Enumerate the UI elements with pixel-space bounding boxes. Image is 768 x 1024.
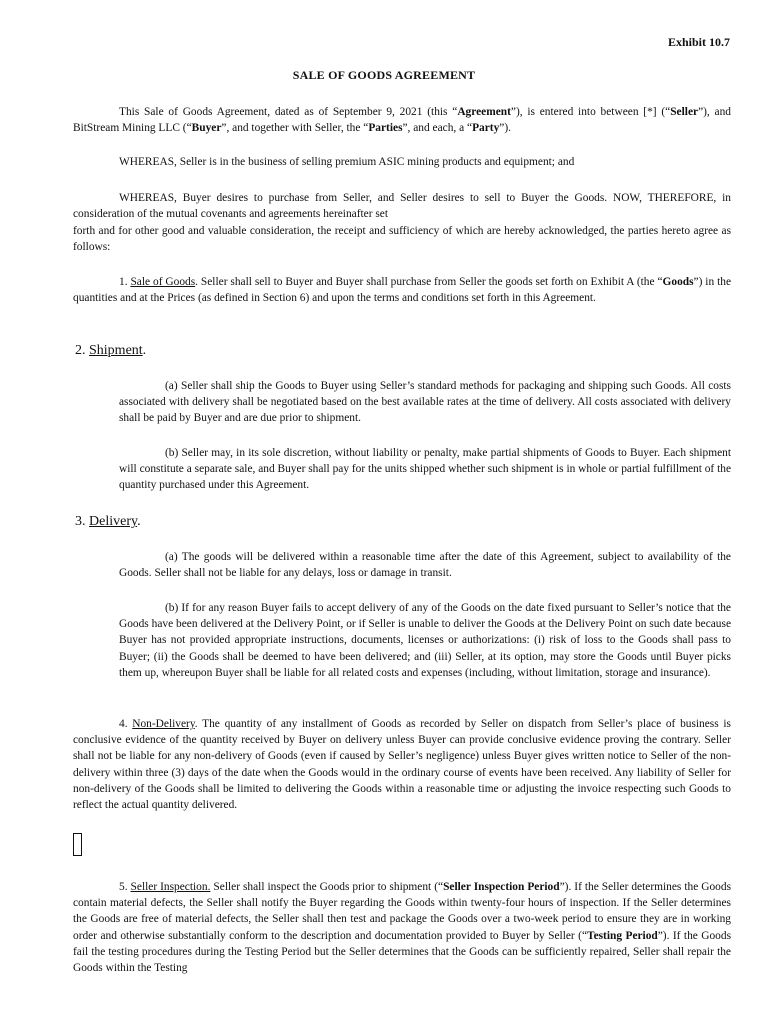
term-party: Party: [472, 122, 500, 135]
section-3-title: Delivery: [89, 514, 138, 529]
intro-text-1: This Sale of Goods Agreement, dated as of September 9, 2021 (this “: [119, 106, 458, 118]
section-5-heading: Seller Inspection.: [130, 881, 211, 893]
section-2-number: 2.: [75, 343, 89, 358]
section-3a: (a) The goods will be delivered within a reasonable time after the date of this Agreement, subject to availability of the Goods. Seller shall not be liable for any delays, loss or damage in transit.: [119, 551, 731, 580]
term-seller: Seller: [670, 106, 699, 118]
section-3b: (b) If for any reason Buyer fails to accept delivery of any of the Goods on the date fixed pursuant to Seller’s notice that the Goods have been delivered at the Delivery Point, or if Seller is unable to deliver the Goods at the Delivery Point on such date because Buyer has not provided appropriate instructions, documents, licenses or authorizations: (i) risk of loss to the Goods shall pass to Buyer; (ii) the Goods shall be deemed to have been delivered; and (iii) Seller, at its option, may store the Goods until Buyer picks them up, whereupon Buyer shall be liable for all related costs and expenses (including, without limitation, storage and insurance).: [119, 602, 731, 679]
term-seller-inspection-period: Seller Inspection Period: [443, 881, 560, 893]
section-1-heading: Sale of Goods: [130, 276, 196, 288]
section-4-non-delivery: [73, 716, 731, 813]
section-3-number: 3.: [75, 514, 89, 529]
section-5-number: 5.: [119, 881, 131, 893]
missing-glyph-box: [73, 833, 82, 856]
intro-text-4: ”, and together with Seller, the “: [221, 122, 369, 135]
section-2b: (b) Seller may, in its sole discretion, without liability or penalty, make partial shipments of Goods to Buyer. Each shipment will constitute a separate sale, and Buyer shall pay for the units shipped whether such shipment is in whole or partial fulfillment of the quantity purchased under this Agreement.: [119, 447, 731, 492]
section-5-text-1: Seller shall inspect the Goods prior to shipment (“: [210, 881, 444, 893]
section-4-text: . The quantity of any installment of Goods as recorded by Seller on dispatch from Seller’s place of business is conclusive evidence of the quantity received by Buyer on delivery unless Buyer can provide conclusive evidence proving the contrary. Seller shall not be liable for any non-delivery of Goods (even if caused by Seller’s negligence) unless Buyer gives written notice to Seller of the non-delivery within three (3) days of the date when the Goods would in the ordinary course of events have been received. Any liability of Seller for non-delivery of the Goods shall be limited to delivering the Goods within a reasonable time or adjusting the invoice respecting such Goods to reflect the actual quantity delivered.: [73, 718, 731, 812]
section-1-number: 1.: [119, 276, 131, 288]
exhibit-label: Exhibit 10.7: [667, 35, 730, 49]
whereas-2-line-1: WHEREAS, Buyer desires to purchase from Seller, and Seller desires to sell to Buyer the Goods. NOW, THEREFORE, in consideration of the mutual covenants and agreements hereinafter set: [73, 192, 731, 221]
section-4-number: 4.: [119, 718, 133, 730]
section-5-seller-inspection: [73, 879, 731, 976]
whereas-clause-2-continued: forth and for other good and valuable consideration, the receipt and sufficiency of which are hereby acknowledged, the parties hereto agree as follows:: [73, 225, 731, 254]
section-5-text-3: ”). If the Goods fail the testing procedures during the Testing Period but the Seller determines that the Goods can be sufficiently repaired, Seller shall repair the Goods within the Testing: [73, 929, 732, 975]
intro-text-6: ”).: [499, 122, 511, 135]
section-1-text-1: . Seller shall sell to Buyer and Buyer shall purchase from Seller the goods set forth on Exhibit A (the “: [195, 276, 663, 288]
term-goods: Goods: [662, 276, 694, 288]
section-3-heading: [75, 514, 141, 530]
intro-text-5: ”, and each, a “: [402, 122, 473, 135]
term-agreement: Agreement: [457, 106, 511, 118]
document-title: SALE OF GOODS AGREEMENT: [292, 68, 476, 82]
section-2-heading: [75, 343, 146, 359]
section-2a: (a) Seller shall ship the Goods to Buyer using Seller’s standard methods for packaging and shipping such Goods. All costs associated with delivery shall be negotiated based on the best available rates at the time of delivery. All costs associated with delivery shall be paid by Buyer and are due prior to shipment.: [119, 380, 731, 425]
intro-text-2: ”), is entered into between [*] (“: [510, 106, 671, 118]
whereas-clause-1: WHEREAS, Seller is in the business of selling premium ASIC mining products and equipment; and: [119, 156, 575, 168]
whereas-clause-2: [73, 190, 731, 222]
intro-paragraph: [73, 104, 731, 136]
section-1-sale-of-goods: [73, 274, 731, 306]
section-2-title: Shipment: [89, 343, 143, 358]
section-1-text-2: ”) in the quantities and at the Prices (as defined in Section 6) and upon the terms and conditions set forth in this Agreement.: [73, 276, 732, 305]
intro-text-3: ”), and BitStream Mining LLC (“: [73, 106, 731, 135]
section-3-period: .: [137, 514, 141, 529]
term-buyer: Buyer: [191, 122, 222, 135]
term-parties: Parties: [368, 122, 403, 135]
term-testing-period: Testing Period: [587, 929, 658, 942]
section-4-heading: Non-Delivery: [132, 718, 195, 730]
section-2-period: .: [142, 343, 147, 358]
section-5-text-2: ”). If the Seller determines the Goods contain material defects, the Seller shall notify the Buyer regarding the Goods within twenty-four hours of inspection. If the Seller determines the Goods are free of material defects, the Seller shall then test and package the Goods over a two-week period to ensure they are in working order and otherwise substantially conform to the description and documentation provided to Buyer by Seller (“: [73, 881, 731, 942]
